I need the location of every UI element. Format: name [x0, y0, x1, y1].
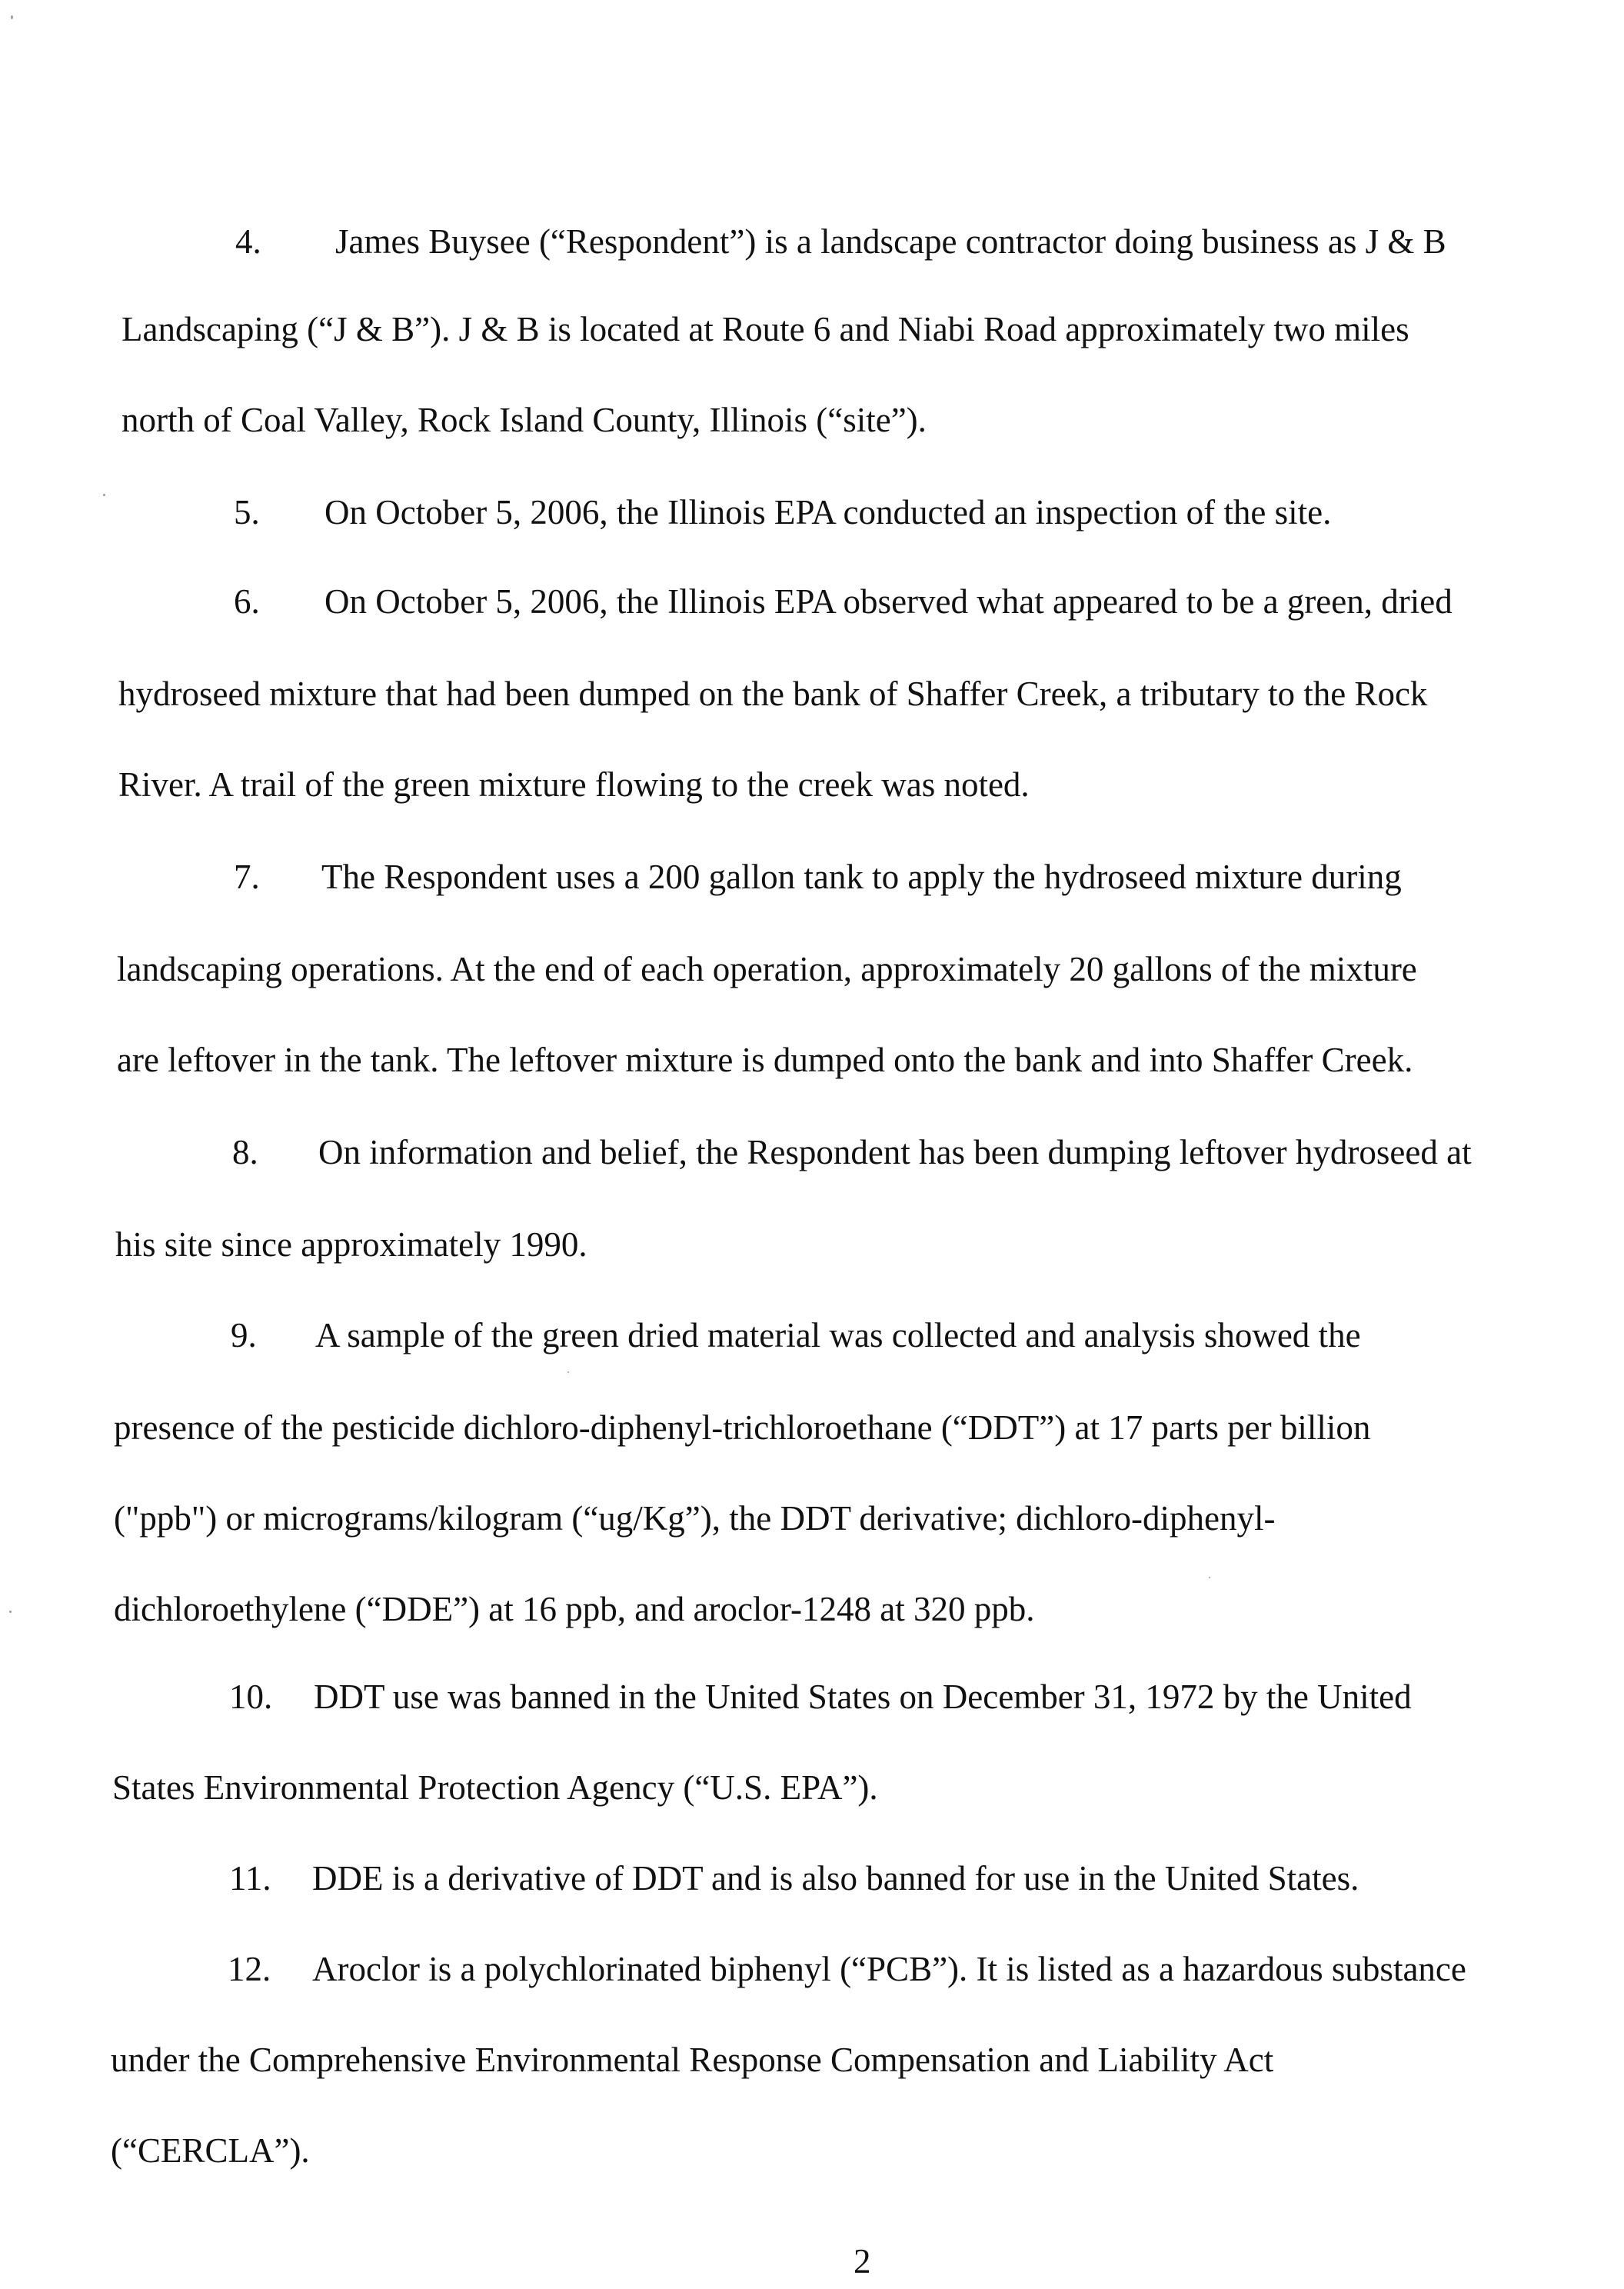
paragraph-line: Aroclor is a polychlorinated biphenyl (“PCB”). It is listed as a hazardous substance [312, 1950, 1466, 1988]
paragraph-line: his site since approximately 1990. [115, 1225, 587, 1264]
page-number: 2 [854, 2242, 871, 2281]
scan-speck [11, 15, 13, 19]
paragraph-line: hydroseed mixture that had been dumped on the bank of Shaffer Creek, a tributary to the Rock [118, 675, 1428, 713]
scan-speck [1209, 1577, 1210, 1578]
paragraph-line: James Buysee (“Respondent”) is a landscape contractor doing business as J & B [335, 222, 1446, 261]
paragraph-number: 9. [231, 1316, 257, 1354]
paragraph-line: DDE is a derivative of DDT and is also banned for use in the United States. [312, 1859, 1359, 1898]
paragraph-line: A sample of the green dried material was collected and analysis showed the [315, 1316, 1361, 1354]
paragraph-line: ("ppb") or micrograms/kilogram (“ug/Kg”), the DDT derivative; dichloro-diphenyl- [114, 1499, 1276, 1538]
scan-speck [9, 1611, 12, 1613]
paragraph-line: north of Coal Valley, Rock Island County, Illinois (“site”). [121, 401, 927, 439]
paragraph-number: 6. [234, 582, 260, 621]
paragraph-line: are leftover in the tank. The leftover mixture is dumped onto the bank and into Shaffer Creek. [117, 1041, 1413, 1079]
scan-speck [103, 494, 105, 496]
paragraph-number: 4. [235, 222, 261, 261]
paragraph-number: 8. [232, 1133, 258, 1171]
paragraph-line: Landscaping (“J & B”). J & B is located at Route 6 and Niabi Road approximately two miles [121, 310, 1409, 348]
paragraph-number: 7. [234, 858, 260, 896]
paragraph-line: (“CERCLA”). [111, 2131, 310, 2170]
paragraph-line: DDT use was banned in the United States on December 31, 1972 by the United [314, 1678, 1412, 1716]
paragraph-number: 10. [229, 1678, 273, 1716]
paragraph-line: presence of the pesticide dichloro-diphenyl-trichloroethane (“DDT”) at 17 parts per billion [114, 1408, 1371, 1447]
paragraph-line: States Environmental Protection Agency (“U.S. EPA”). [112, 1768, 878, 1807]
paragraph-line: under the Comprehensive Environmental Response Compensation and Liability Act [111, 2041, 1274, 2079]
paragraph-line: On information and belief, the Respondent has been dumping leftover hydroseed at [318, 1133, 1472, 1171]
paragraph-number: 5. [234, 493, 260, 531]
paragraph-line: River. A trail of the green mixture flowing to the creek was noted. [118, 765, 1030, 804]
paragraph-line: On October 5, 2006, the Illinois EPA observed what appeared to be a green, dried [324, 582, 1453, 621]
paragraph-line: The Respondent uses a 200 gallon tank to apply the hydroseed mixture during [321, 858, 1402, 896]
paragraph-number: 11. [229, 1859, 271, 1898]
paragraph-number: 12. [228, 1950, 271, 1988]
paragraph-line: landscaping operations. At the end of each operation, approximately 20 gallons of the mixture [117, 950, 1417, 988]
paragraph-line: On October 5, 2006, the Illinois EPA conducted an inspection of the site. [324, 493, 1332, 531]
scan-speck [567, 1371, 569, 1373]
paragraph-line: dichloroethylene (“DDE”) at 16 ppb, and aroclor-1248 at 320 ppb. [114, 1590, 1035, 1628]
